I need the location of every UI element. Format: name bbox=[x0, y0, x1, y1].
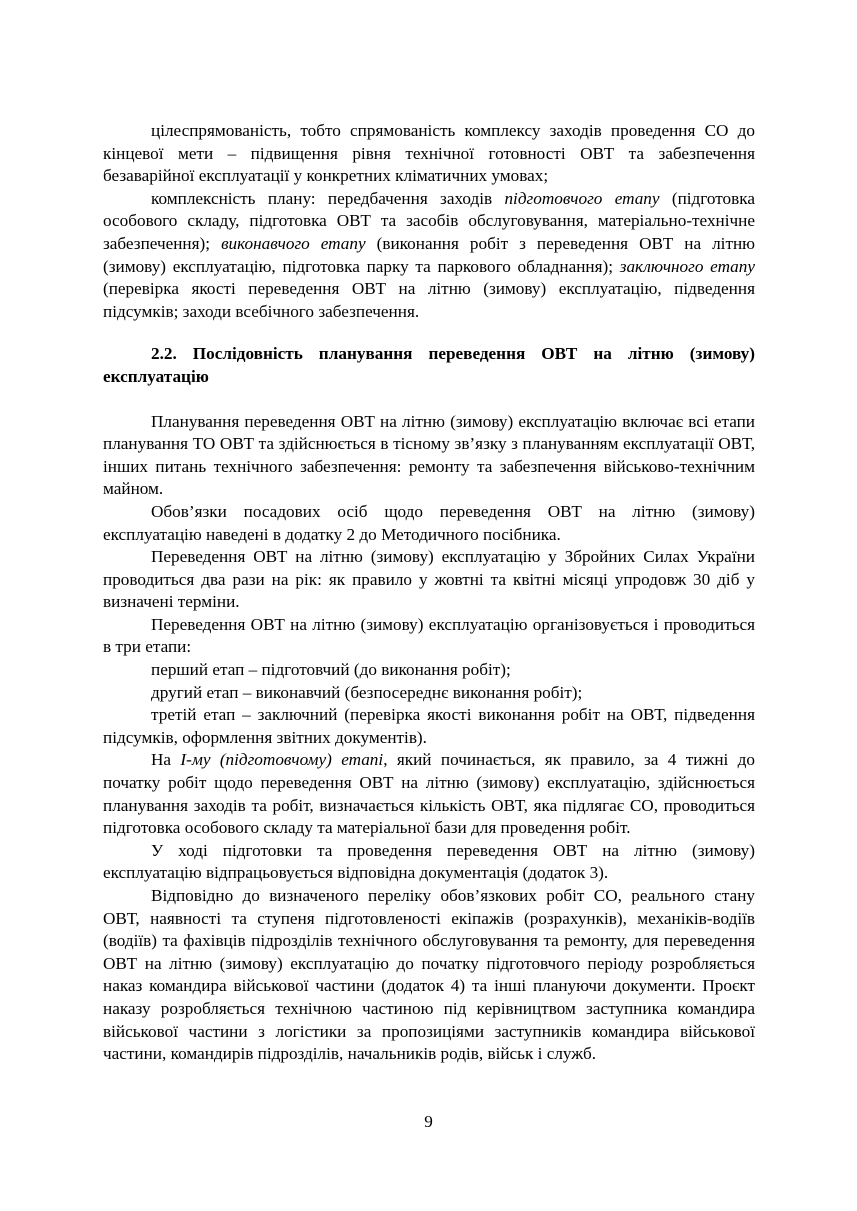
italic-run: виконавчого етапу bbox=[221, 233, 366, 253]
paragraph-frequency: Переведення ОВТ на літню (зимову) експлуатацію у Збройних Силах України проводиться два рази на рік: як правило у жовтні та квітні місяці упродовж 30 діб у визначені терміни. bbox=[103, 547, 755, 612]
italic-run: підготовчого етапу bbox=[504, 188, 660, 208]
paragraph-stages-intro: Переведення ОВТ на літню (зимову) експлуатацію організовується і проводиться в три етапи: bbox=[103, 614, 755, 657]
stage-item-1: перший етап – підготовчий (до виконання робіт); bbox=[151, 660, 511, 680]
text-run: (підготовка особового складу, підготовка ОВТ та засобів обслуговування, матеріально-технічне забезпечення); bbox=[103, 188, 755, 253]
stage-item-2: другий етап – виконавчий (безпосереднє виконання робіт); bbox=[151, 682, 583, 702]
paragraph-stage-one bbox=[103, 749, 755, 839]
paragraph-planning: Планування переведення ОВТ на літню (зимову) експлуатацію включає всі етапи планування ТО ОВТ та здійснюється в тісному зв’язку з плануванням експлуатації ОВТ, інших питань технічного забезпечення: ремонту та забезпечення військово-технічним майном. bbox=[103, 411, 755, 499]
text-run: комплексність плану: передбачення заходів bbox=[151, 188, 505, 208]
text-run: (виконання робіт з переведення ОВТ на літню (зимову) експлуатацію, підготовка парку та паркового обладнання); bbox=[103, 233, 755, 276]
document-page bbox=[103, 120, 755, 1066]
paragraph-purposefulness: цілеспрямованість, тобто спрямованість комплексу заходів проведення СО до кінцевої мети – підвищення рівня технічної готовності ОВТ та забезпечення безаварійної експлуатації у конкретних кліматичних умовах; bbox=[103, 121, 755, 186]
paragraph-documentation: У ході підготовки та проведення переведення ОВТ на літню (зимову) експлуатацію відпрацьовується відповідна документація (додаток 3). bbox=[103, 840, 755, 883]
paragraph-comprehensiveness bbox=[103, 188, 755, 324]
spacer bbox=[103, 389, 755, 411]
paragraph-order: Відповідно до визначеного переліку обов’язкових робіт СО, реального стану ОВТ, наявності та ступеня підготовленості екіпажів (розрахунків), механіків-водіїв (водіїв) та фахівців підрозділів технічного обслуговування та ремонту, для переведення ОВТ на літню (зимову) експлуатацію до початку підготовчого періоду розробляється наказ командира військової частини (додаток 4) та інші плануючи документи. Проєкт наказу розробляється технічною частиною під керівництвом заступника командира військової частини з логістики за пропозиціями заступників командира військової частини, командирів підрозділів, начальників родів, військ і служб. bbox=[103, 886, 755, 1064]
italic-run: заключного етапу bbox=[619, 256, 756, 276]
stage-item-3: третій етап – заключний (перевірка якості виконання робіт на ОВТ, підведення підсумків, оформлення звітних документів). bbox=[103, 705, 755, 747]
text-run: (перевірка якості переведення ОВТ на літню (зимову) експлуатацію, підведення підсумків; заходи всебічного забезпечення. bbox=[103, 279, 755, 321]
page-number: 9 bbox=[424, 1112, 433, 1131]
text-run: На bbox=[151, 750, 181, 770]
section-heading: 2.2. Послідовність планування переведення ОВТ на літню (зимову) експлуатацію bbox=[103, 344, 755, 386]
italic-run: І-му (підготовчому) етапі bbox=[180, 750, 384, 770]
paragraph-duties: Обов’язки посадових осіб щодо переведення ОВТ на літню (зимову) експлуатацію наведені в додатку 2 до Методичного посібника. bbox=[103, 501, 755, 544]
text-run: , який починається, як правило, за 4 тижні до початку робіт щодо переведення ОВТ на літню (зимову) експлуатацію, здійснюється планування заходів та робіт, визначається кількість ОВТ, яка підлягає СО, проводиться підготовка особового складу та матеріальної бази для проведення робіт. bbox=[103, 750, 755, 838]
